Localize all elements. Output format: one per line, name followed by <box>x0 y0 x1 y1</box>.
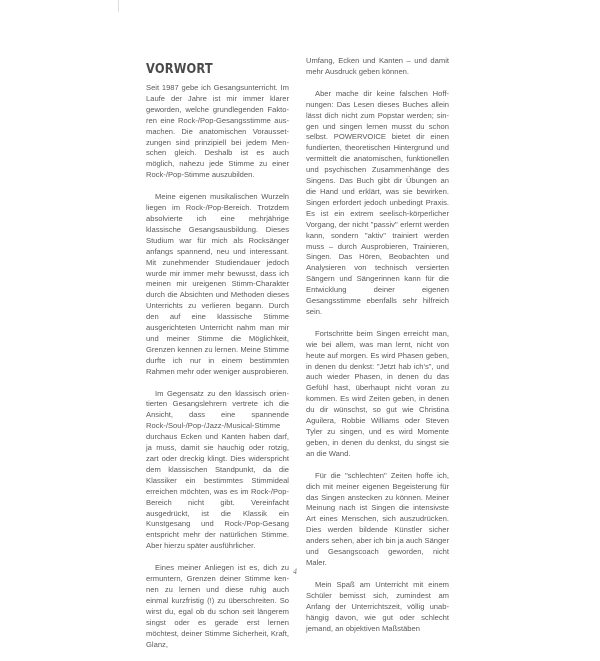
paragraph: Fortschritte beim Singen erreicht man, wie bei allem, was man lernt, nicht von heute auf morgen. Es wird Phasen geben, in denen du denkst: "Jetzt hab ich's", und auch wieder Phasen, in denen du das Gefühl hast, überhaupt nicht voran zu kommen. Es wird Zeiten geben, in denen du dir wünschst, so gut wie Christina Aguilera, Robbie Williams oder Steven Tyler zu singen, und es wird Momente geben, in denen du denkst, du singst sie an die Wand. <box>306 328 449 458</box>
paragraph: Mein Spaß am Unterricht mit einem Schüler bemisst sich, zumindest am Anfang der Unterrichtszeit, völlig unabhängig davon, wie gut oder schlecht jemand, an objektiven Maßstäben <box>306 579 449 633</box>
page-title: VORWORT <box>146 62 213 77</box>
paragraph: Meine eigenen musikalischen Wurzeln liegen im Rock-/Pop-Bereich. Trotzdem absolvierte ich eine mehrjährige klassische Gesangsausbildung. Dieses Studium war für mich als Rocksänger anfangs spannend, neu und interessant. Mit zunehmender Studiendauer jedoch wurde mir immer mehr bewusst, dass ich meinen mir ureigenen Stimm-Charakter durch die Absichten und Methoden dieses Unterrichts zu verlieren begann. Durch den auf eine klassische Stimme ausgerichteten Unterricht nahm man mir und meiner Stimme die Möglichkeit, Grenzen kennen zu lernen. Meine Stimme durfte ich nur in einem bestimmten Rahmen mehr oder weniger ausprobieren. <box>146 192 289 376</box>
paragraph: Aber mache dir keine falschen Hoffnungen: Das Lesen dieses Buches allein lässt dich nicht zum Popstar werden; singen und singen lernen musst du schon selbst. POWERVOICE bietet dir einen fundierten, theoretischen Hintergrund und vermittelt die anatomischen, funktionellen und psychischen Zusammenhänge des Singens. Das Buch gibt dir Übungen an die Hand und erklärt, was sie bewirken. Singen erfordert jedoch unbedingt Praxis. Es ist ein extrem seelisch-körperlicher Vorgang, der nicht "passiv" erlernt werden kann, sondern "aktiv" trainiert werden muss – durch Ausprobieren, Trainieren, Singen. Das Hören, Beobachten und Analysieren von technisch versierten Sängern und Sängerinnen kann für die Entwicklung deiner eigenen Gesangsstimme ebenfalls sehr hilfreich sein. <box>306 88 449 316</box>
paragraph: Eines meiner Anliegen ist es, dich zu ermuntern, Grenzen deiner Stimme kennen zu lernen und diese ruhig auch einmal kurzfristig (!) zu überschreiten. So wirst du, egal ob du schon seit längerem singst oder es gerade erst lernen möchtest, deiner Stimme Sicherheit, Kraft, Glanz, <box>146 563 289 649</box>
paragraph: Seit 1987 gebe ich Gesangsunterricht. Im Laufe der Jahre ist mir immer klarer geworden, welche grundlegenden Faktoren eine Rock-/Pop-Gesangsstimme ausmachen. Die anatomischen Voraussetzungen sind prinzipiell bei jedem Menschen gleich. Deshalb ist es auch möglich, nahezu jede Stimme zu einer Rock-/Pop-Stimme auszubilden. <box>146 83 289 180</box>
left-column <box>146 83 289 661</box>
right-column <box>306 56 449 645</box>
page-number: 4 <box>293 567 297 576</box>
paragraph: Umfang, Ecken und Kanten – und damit mehr Ausdruck geben können. <box>306 56 449 76</box>
paragraph: Im Gegensatz zu den klassisch orientierten Gesangslehrern vertrete ich die Ansicht, dass eine spannende Rock-/Soul-/Pop-/Jazz-/Musical-Stimme durchaus Ecken und Kanten haben darf, ja muss, damit sie hauchig oder rotzig, zart oder dreckig klingt. Dies widerspricht dem klassischen Standpunkt, da die Klassiker ein bestimmtes Stimmideal erreichen möchten, was es im Rock-/Pop-Bereich nicht gibt. Vereinfacht ausgedrückt, ist die Klassik ein Kunstgesang und Rock-/Pop-Gesang entspricht mehr der natürlichen Stimme. Aber hierzu später ausführlicher. <box>146 388 289 551</box>
crop-mark <box>118 0 119 12</box>
paragraph: Für die "schlechten" Zeiten hoffe ich, dich mit meiner eigenen Begeisterung für das Singen anstecken zu können. Meiner Meinung nach ist Singen die intensivste Art eines Menschen, sich auszudrücken. Dies werden bildende Künstler sicher anders sehen, aber ich bin ja auch Sänger und Gesangscoach geworden, nicht Maler. <box>306 470 449 567</box>
